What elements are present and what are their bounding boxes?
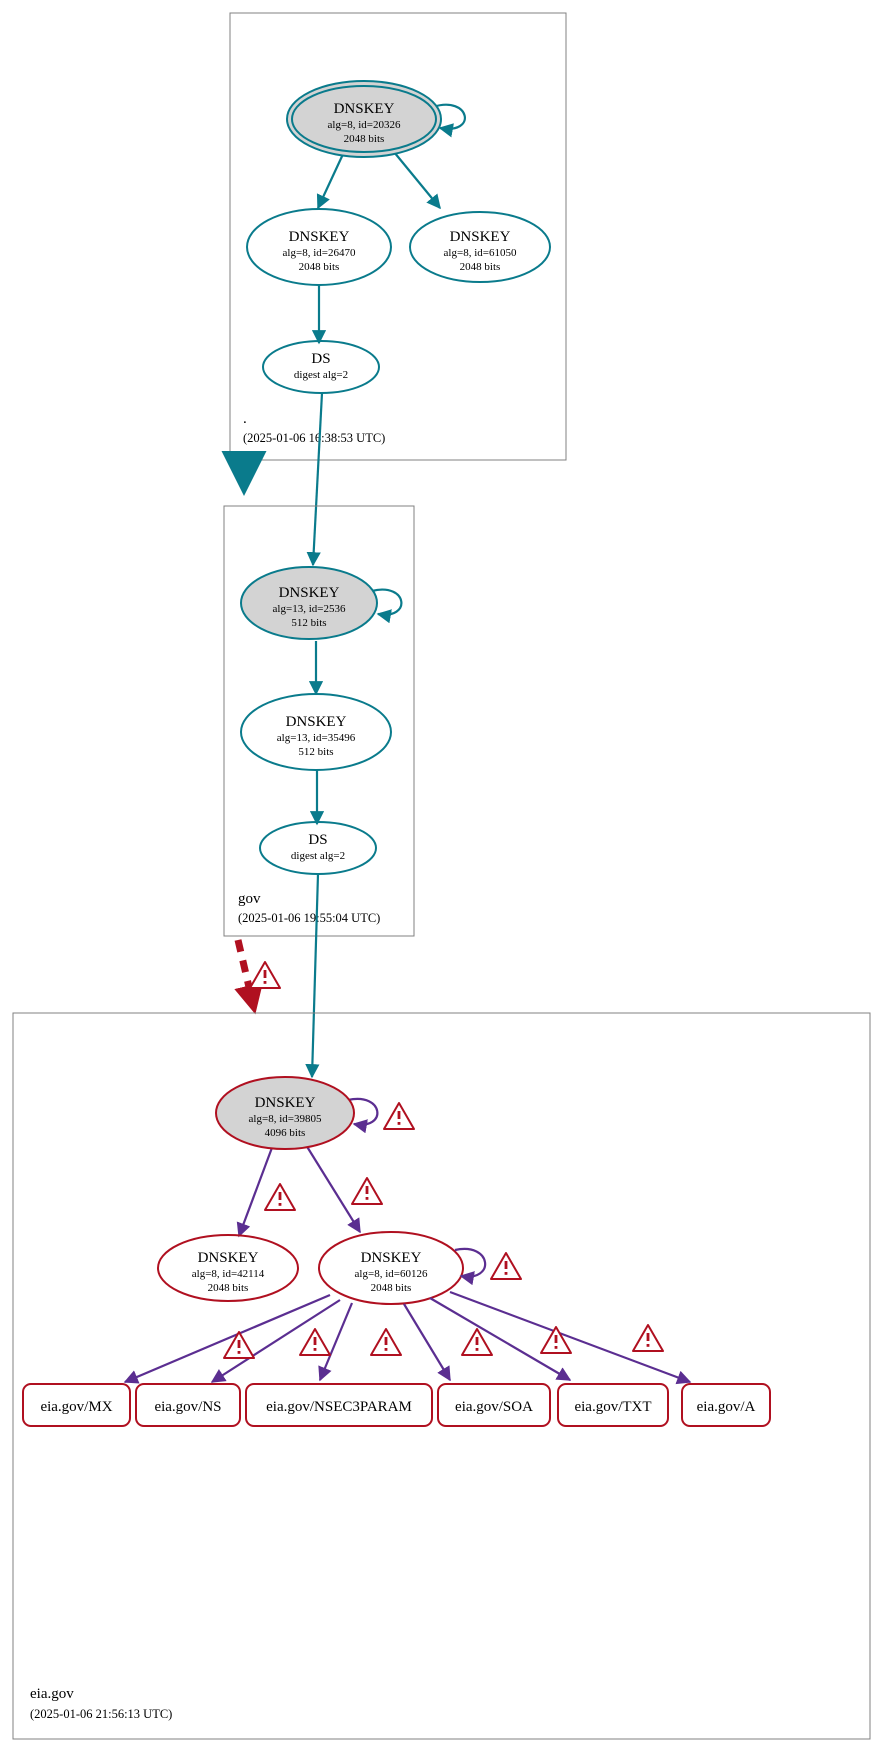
node-gov-dnskey-2536[interactable] — [241, 567, 377, 639]
rrset-label: eia.gov/MX — [40, 1399, 113, 1415]
rrset-eia-gov-txt[interactable] — [558, 1384, 668, 1426]
edge-dnskey60126-to-soa — [404, 1304, 450, 1380]
node-label-line2: alg=8, id=61050 — [443, 247, 517, 259]
zone-label-gov: gov — [238, 891, 261, 907]
node-label-line1: DNSKEY — [278, 585, 340, 601]
node-label-line1: DNSKEY — [449, 229, 511, 245]
node-eia-dnskey-42114[interactable] — [158, 1235, 298, 1301]
warning-triangle-icon[interactable] — [265, 1184, 295, 1210]
node-label-line3: 2048 bits — [298, 261, 340, 273]
node-label-line3: 2048 bits — [343, 133, 385, 145]
rrset-label: eia.gov/TXT — [574, 1399, 652, 1415]
edge-root-ksk-to-zsk26470 — [318, 152, 344, 208]
node-label-line3: 2048 bits — [459, 261, 501, 273]
zone-box-root — [230, 13, 566, 460]
node-eia-dnskey-39805[interactable] — [216, 1077, 354, 1149]
node-label-line3: 512 bits — [291, 617, 327, 629]
warning-triangle-icon[interactable] — [633, 1325, 663, 1351]
node-label-line1: DNSKEY — [197, 1250, 259, 1266]
node-label-line3: 4096 bits — [264, 1127, 306, 1139]
edge-eia-dnskey60126-self-sign — [455, 1249, 485, 1277]
edge-root-ksk-to-zsk61050 — [394, 152, 440, 208]
warning-triangle-icon[interactable] — [224, 1332, 254, 1358]
node-label-line1: DNSKEY — [360, 1250, 422, 1266]
rrset-label: eia.gov/SOA — [455, 1399, 533, 1415]
node-label-line3: 512 bits — [298, 746, 334, 758]
node-root-dnskey-61050[interactable] — [410, 212, 550, 282]
rrset-label: eia.gov/NS — [154, 1399, 222, 1415]
node-gov-dnskey-35496[interactable] — [241, 694, 391, 770]
rrset-eia-gov-mx[interactable] — [23, 1384, 130, 1426]
rrset-eia-gov-nsec3param[interactable] — [246, 1384, 432, 1426]
node-label-line1: DS — [311, 351, 331, 367]
node-label-line2: alg=8, id=20326 — [327, 119, 401, 131]
warning-triangle-icon[interactable] — [352, 1178, 382, 1204]
node-label-line1: DNSKEY — [288, 229, 350, 245]
node-label-line1: DNSKEY — [254, 1095, 316, 1111]
edge-dnskey60126-to-mx — [125, 1295, 330, 1382]
node-label-line3: 2048 bits — [370, 1282, 412, 1294]
zone-date-eia: (2025-01-06 21:56:13 UTC) — [30, 1707, 173, 1721]
rrset-eia-gov-soa[interactable] — [438, 1384, 550, 1426]
edge-dnskey60126-to-nsec3param — [320, 1303, 352, 1380]
rrset-eia-gov-ns[interactable] — [136, 1384, 240, 1426]
zone-date-gov: (2025-01-06 19:55:04 UTC) — [238, 911, 381, 925]
node-label-line3: 2048 bits — [207, 1282, 249, 1294]
node-label-line2: digest alg=2 — [290, 850, 346, 862]
warning-triangle-icon[interactable] — [384, 1103, 414, 1129]
warning-triangle-icon[interactable] — [541, 1327, 571, 1353]
node-root-ds[interactable] — [263, 341, 379, 393]
rrset-label: eia.gov/NSEC3PARAM — [266, 1399, 412, 1415]
node-root-dnskey-26470[interactable] — [247, 209, 391, 285]
zone-label-eia: eia.gov — [30, 1686, 74, 1702]
node-label-line2: alg=8, id=60126 — [354, 1268, 428, 1280]
edge-eia-ksk-to-dnskey60126 — [306, 1145, 360, 1232]
node-label-line2: alg=8, id=42114 — [191, 1268, 265, 1280]
zone-date-root: (2025-01-06 16:38:53 UTC) — [243, 431, 386, 445]
node-label-line1: DNSKEY — [285, 714, 347, 730]
edge-eia-ksk-to-dnskey42114 — [239, 1145, 273, 1236]
node-label-line1: DNSKEY — [333, 101, 395, 117]
edge-gov-ds-to-eia-ksk — [312, 874, 318, 1077]
warning-triangle-icon[interactable] — [250, 962, 280, 988]
rrset-label: eia.gov/A — [696, 1399, 756, 1415]
edge-delegation-gov-to-eia-bogus — [238, 940, 252, 1000]
node-eia-dnskey-60126[interactable] — [319, 1232, 463, 1304]
warning-triangle-icon[interactable] — [300, 1329, 330, 1355]
node-label-line2: alg=13, id=2536 — [272, 603, 346, 615]
node-label-line1: DS — [308, 832, 328, 848]
node-label-line2: alg=8, id=26470 — [282, 247, 356, 259]
zone-label-root: . — [243, 411, 247, 427]
node-label-line2: alg=13, id=35496 — [276, 732, 356, 744]
rrset-eia-gov-a[interactable] — [682, 1384, 770, 1426]
warning-triangle-icon[interactable] — [371, 1329, 401, 1355]
node-root-dnskey-20326[interactable] — [287, 81, 441, 157]
edge-root-ds-to-gov-ksk — [313, 393, 322, 565]
warning-triangle-icon[interactable] — [491, 1253, 521, 1279]
node-label-line2: digest alg=2 — [293, 369, 349, 381]
node-label-line2: alg=8, id=39805 — [248, 1113, 322, 1125]
node-gov-ds[interactable] — [260, 822, 376, 874]
